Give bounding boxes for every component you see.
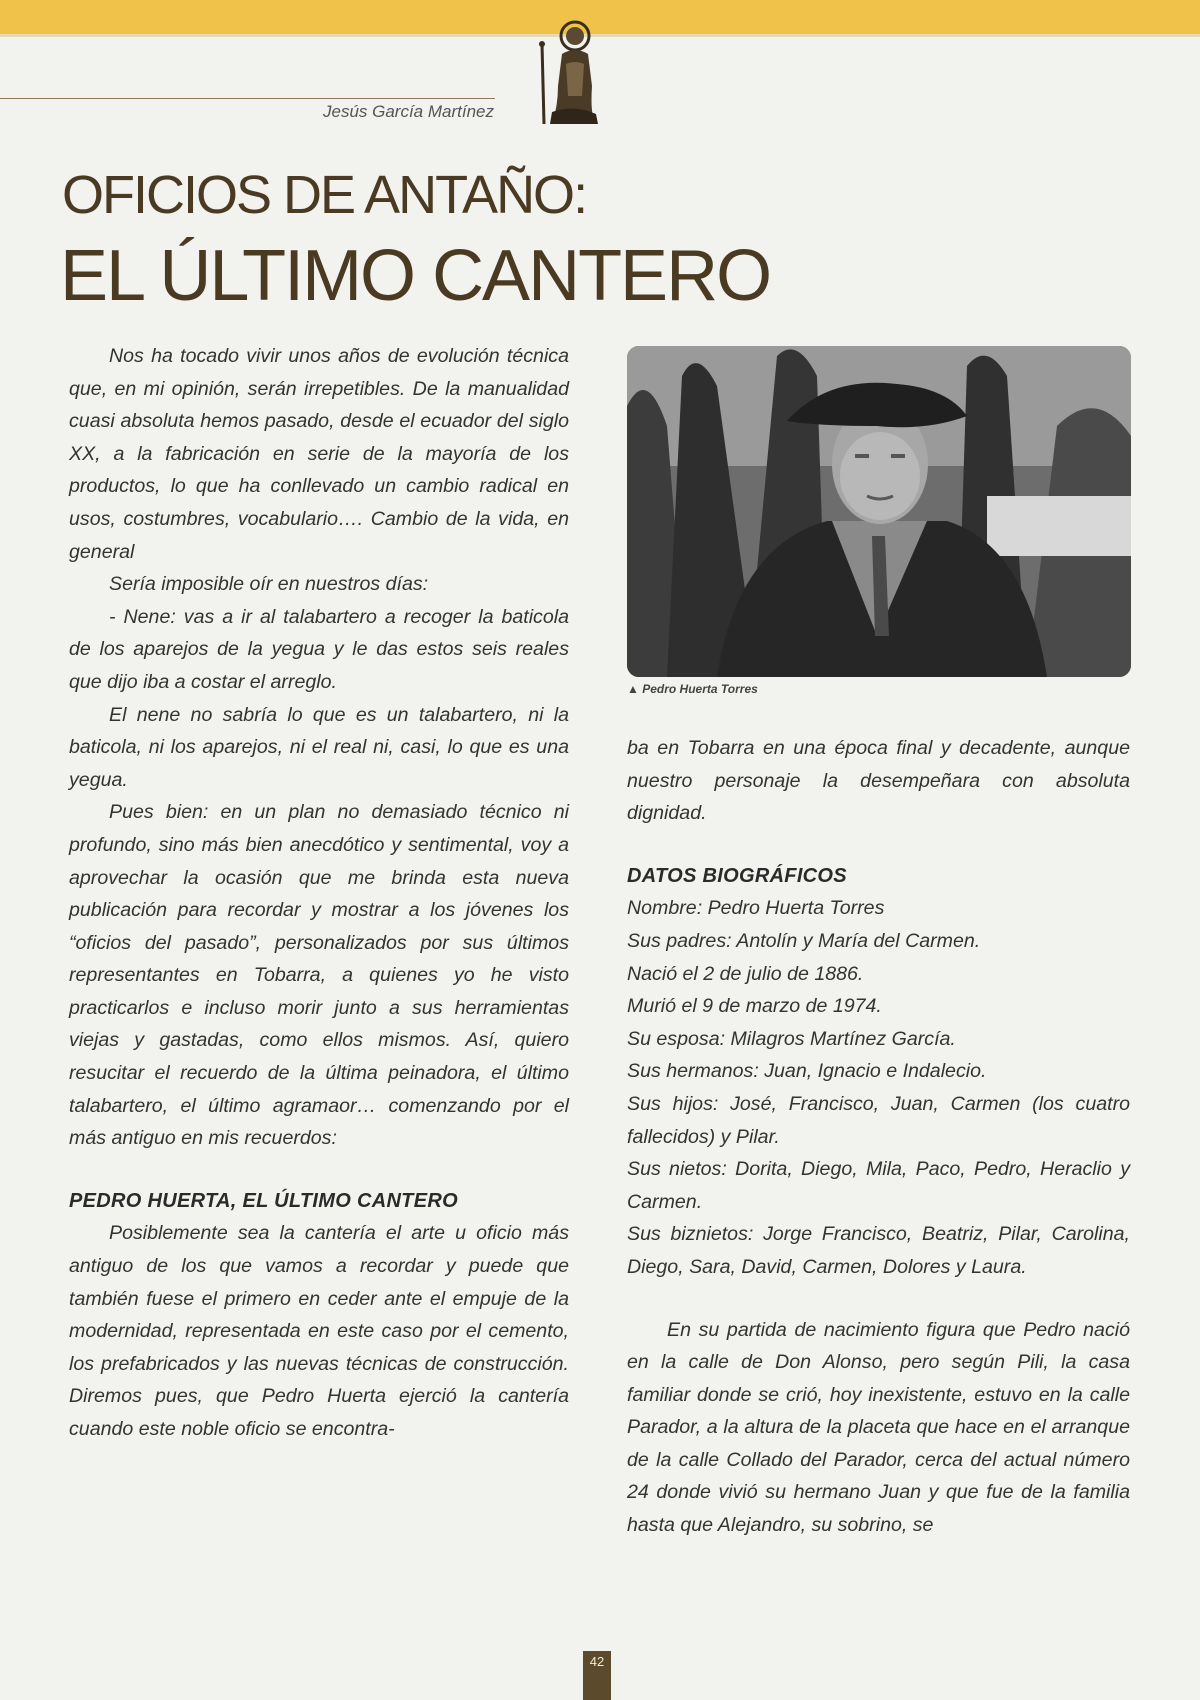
intro-paragraph-4: El nene no sabría lo que es un talabartero, ni la baticola, ni los aparejos, ni el real ni, casi, lo que es una yegua.: [69, 703, 569, 791]
title-line-1: OFICIOS DE ANTAÑO:: [62, 165, 587, 225]
portrait-photo: [627, 346, 1131, 677]
author-name: Jesús García Martínez: [322, 102, 494, 121]
section-heading-cantero: PEDRO HUERTA, EL ÚLTIMO CANTERO: [69, 1189, 458, 1212]
bio-line: Sus nietos: Dorita, Diego, Mila, Paco, Pedro, Heraclio y Carmen.: [627, 1158, 1130, 1213]
bio-line: Sus padres: Antolín y María del Carmen.: [627, 929, 981, 952]
bio-line: Sus hijos: José, Francisco, Juan, Carmen (los cuatro fallecidos) y Pilar.: [627, 1092, 1130, 1148]
bio-heading: DATOS BIOGRÁFICOS: [627, 864, 847, 887]
intro-dialogue: - Nene: vas a ir al talabartero a recoger la baticola de los aparejos de la yegua y le das estos seis reales que dijo iba a costar el arreglo.: [69, 605, 569, 693]
photo-caption: ▲ Pedro Huerta Torres: [627, 682, 758, 696]
section-paragraph-1: Posiblemente sea la cantería el arte u oficio más antiguo de los que vamos a recordar y puede que también fuese el primero en ceder ante el empuje de la modernidad, representada en este caso por el cemento, los prefabricados y las nuevas técnicas de construcción. Diremos pues, que Pedro Huerta ejerció la cantería cuando este noble oficio se encontra-: [69, 1222, 569, 1440]
author-rule: [0, 98, 495, 99]
right-column: [627, 732, 1130, 1542]
bio-line: Murió el 9 de marzo de 1974.: [627, 995, 882, 1018]
portrait-image: [627, 346, 1131, 677]
bio-line: Nació el 2 de julio de 1886.: [627, 962, 864, 985]
page-number: 42: [583, 1651, 611, 1700]
saint-figure-emblem-icon: [530, 16, 610, 126]
bio-line: Nombre: Pedro Huerta Torres: [627, 897, 885, 920]
bio-line: Sus biznietos: Jorge Francisco, Beatriz, Pilar, Carolina, Diego, Sara, David, Carmen, Dolores y Laura.: [627, 1223, 1130, 1278]
closing-paragraph: En su partida de nacimiento figura que Pedro nació en la calle de Don Alonso, pero según Pili, la casa familiar donde se crió, hoy inexistente, estuvo en la calle Parador, a la altura de la placeta que hace en el arranque de la calle Collado del Parador, cerca del actual número 24 donde vivió su hermano Juan y que fue de la familia hasta que Alejandro, su sobrino, se: [627, 1318, 1130, 1537]
bio-line: Su esposa: Milagros Martínez García.: [627, 1027, 956, 1050]
intro-paragraph-5: Pues bien: en un plan no demasiado técnico ni profundo, sino más bien anecdótico y sentimental, voy a aprovechar la ocasión que me brinda esta nueva publicación para recordar y mostrar a los jóvenes los “oficios del pasado”, personalizados por sus últimos representantes en Tobarra, a quienes yo he visto practicarlos e incluso morir junto a sus herramientas viejas y gastadas, como ellos mismos. Así, quiero resucitar el recuerdo de la última peinadora, el último talabartero, el último agramaor… comenzando por el más antiguo en mis recuerdos:: [69, 801, 569, 1150]
title-line-2: EL ÚLTIMO CANTERO: [60, 236, 771, 316]
bio-line: Sus hermanos: Juan, Ignacio e Indalecio.: [627, 1060, 987, 1083]
section-paragraph-1-continued: ba en Tobarra en una época final y decadente, aunque nuestro personaje la desempeñara con absoluta dignidad.: [627, 737, 1130, 825]
left-column: [69, 340, 569, 1446]
intro-paragraph-2: Sería imposible oír en nuestros días:: [109, 573, 429, 596]
intro-paragraph-1: Nos ha tocado vivir unos años de evolución técnica que, en mi opinión, serán irrepetibles. De la manualidad cuasi absoluta hemos pasado, desde el ecuador del siglo XX, a la fabricación en serie de la mayoría de los productos, lo que ha conllevado un cambio radical en usos, costumbres, vocabulario…. Cambio de la vida, en general: [69, 345, 569, 563]
